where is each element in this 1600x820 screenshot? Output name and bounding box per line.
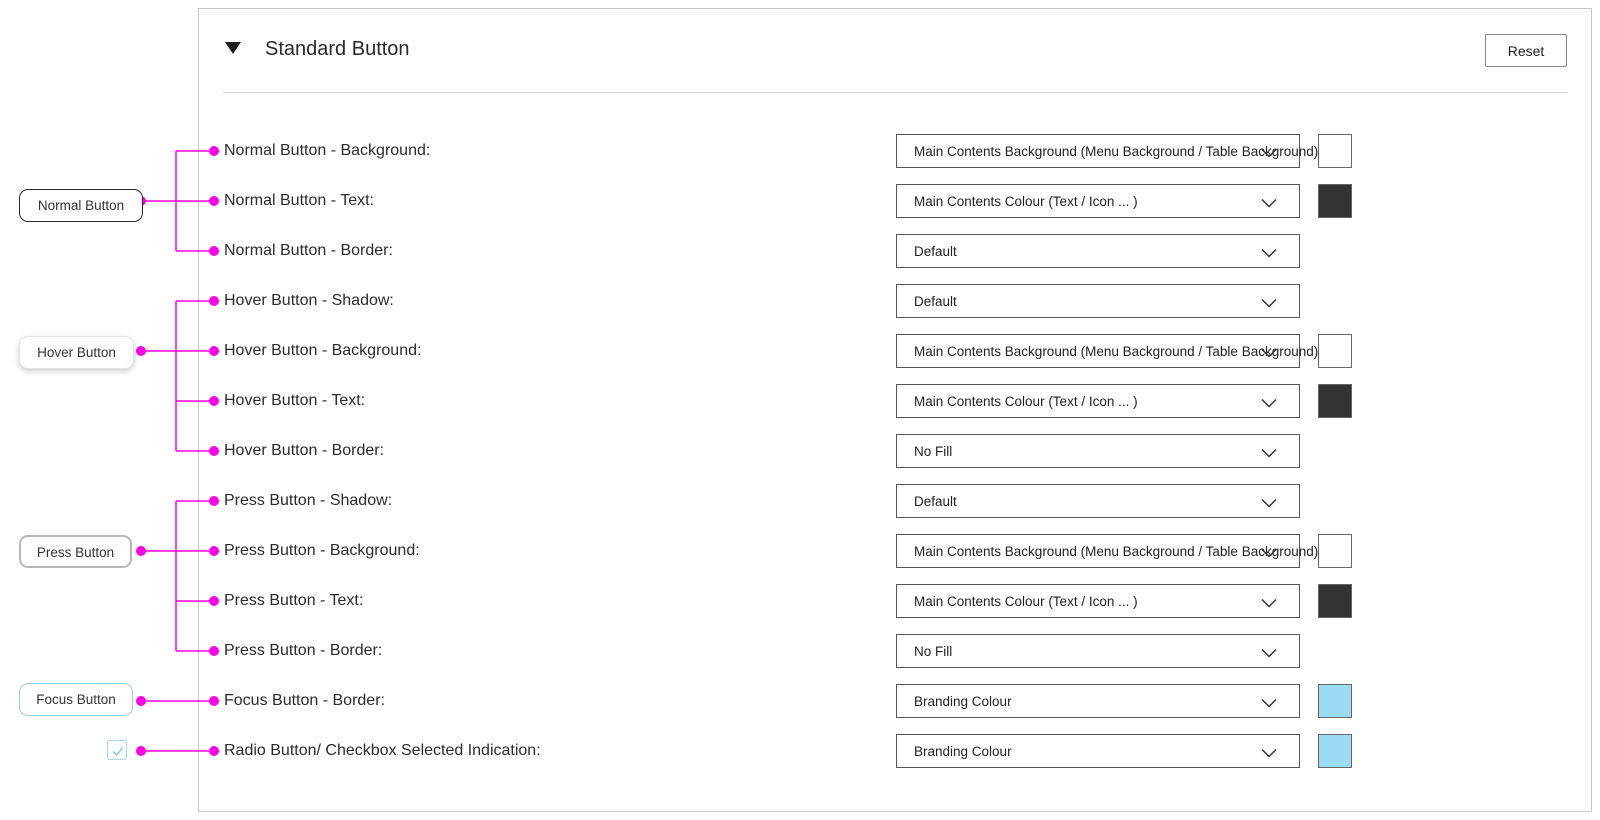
label-normal-button-text: Normal Button - Text: [224,192,374,209]
label-press-button-background: Press Button - Background: [224,542,420,559]
chevron-down-icon [1261,245,1277,255]
label-normal-button-background: Normal Button - Background: [224,142,431,159]
chevron-down-icon [1261,495,1277,505]
color-swatch-hover-button-text[interactable] [1318,384,1352,418]
select-hover-button-shadow[interactable] [896,284,1300,318]
section-title: Standard Button [265,38,410,60]
select-value: Branding Colour [914,744,1012,759]
label-hover-button-text: Hover Button - Text: [224,392,366,409]
select-hover-button-text[interactable] [896,384,1300,418]
select-value: Main Contents Colour (Text / Icon ... ) [914,594,1138,609]
select-value: Branding Colour [914,694,1012,709]
collapse-triangle-icon[interactable] [225,42,241,54]
select-value: Main Contents Colour (Text / Icon ... ) [914,394,1138,409]
annotation-press-button: Press Button [19,535,132,568]
annotation-hover-button: Hover Button [19,336,134,369]
label-normal-button-border: Normal Button - Border: [224,242,393,259]
chevron-down-icon [1261,645,1277,655]
select-hover-button-background[interactable] [896,334,1319,368]
label-press-button-shadow: Press Button - Shadow: [224,492,393,509]
label-press-button-border: Press Button - Border: [224,642,383,659]
color-swatch-normal-button-text[interactable] [1318,184,1352,218]
chevron-down-icon [1261,195,1277,205]
chevron-down-icon [1261,695,1277,705]
select-hover-button-border[interactable] [896,434,1300,468]
color-swatch-focus-button-border[interactable] [1318,684,1352,718]
select-value: Main Contents Background (Menu Background / Table Background) [914,144,1319,159]
label-radio-button-checkbox-selected-indication: Radio Button/ Checkbox Selected Indication: [224,742,541,759]
chevron-down-icon [1261,545,1277,555]
color-swatch-press-button-text[interactable] [1318,584,1352,618]
label-focus-button-border: Focus Button - Border: [224,692,385,709]
select-value: Default [914,244,957,259]
select-value: No Fill [914,444,953,459]
select-value: Default [914,494,957,509]
select-press-button-background[interactable] [896,534,1319,568]
annotation-normal-button: Normal Button [19,189,143,222]
color-swatch-hover-button-background[interactable] [1318,334,1352,368]
select-value: Main Contents Colour (Text / Icon ... ) [914,194,1138,209]
reset-button[interactable]: Reset [1485,34,1567,67]
select-normal-button-border[interactable] [896,234,1300,268]
chevron-down-icon [1261,345,1277,355]
select-value: Default [914,294,957,309]
chevron-down-icon [1261,595,1277,605]
label-hover-button-shadow: Hover Button - Shadow: [224,292,394,309]
select-press-button-text[interactable] [896,584,1300,618]
color-swatch-press-button-background[interactable] [1318,534,1352,568]
label-hover-button-background: Hover Button - Background: [224,342,422,359]
label-press-button-text: Press Button - Text: [224,592,364,609]
annotation-focus-button: Focus Button [19,683,133,716]
select-value: Main Contents Background (Menu Background / Table Background) [914,544,1319,559]
chevron-down-icon [1261,145,1277,155]
color-swatch-radio-button-checkbox-selected-indication[interactable] [1318,734,1352,768]
label-hover-button-border: Hover Button - Border: [224,442,385,459]
settings-panel [198,8,1592,812]
select-radio-button-checkbox-selected-indication[interactable] [896,734,1300,768]
select-value: Main Contents Background (Menu Background / Table Background) [914,344,1319,359]
select-press-button-shadow[interactable] [896,484,1300,518]
select-normal-button-background[interactable] [896,134,1319,168]
select-value: No Fill [914,644,953,659]
select-focus-button-border[interactable] [896,684,1300,718]
color-swatch-normal-button-background[interactable] [1318,134,1352,168]
chevron-down-icon [1261,395,1277,405]
checkmark-icon [107,740,127,760]
chevron-down-icon [1261,745,1277,755]
select-normal-button-text[interactable] [896,184,1300,218]
chevron-down-icon [1261,445,1277,455]
chevron-down-icon [1261,295,1277,305]
section-divider [223,92,1568,93]
select-press-button-border[interactable] [896,634,1300,668]
